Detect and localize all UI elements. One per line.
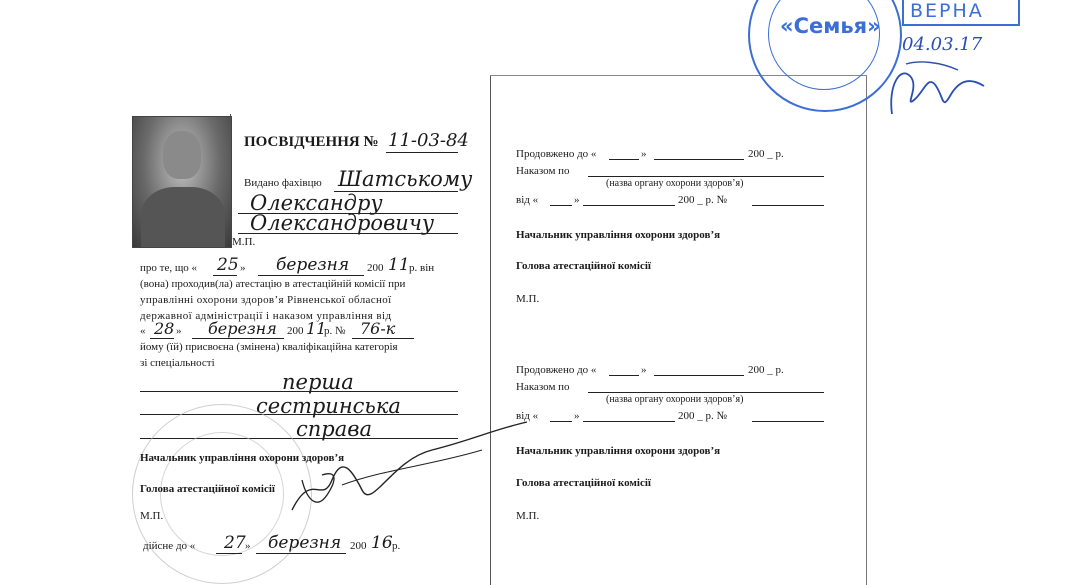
text-line-6: зі спеціальності <box>140 357 215 369</box>
attest-day: 25 <box>217 255 239 275</box>
ext2-commission-label: Голова атестаційної комісії <box>516 477 651 489</box>
ext1-commission-label: Голова атестаційної комісії <box>516 260 651 272</box>
order-day: 28 <box>154 319 175 338</box>
head-label: Начальник управління охорони здоров’я <box>140 452 345 464</box>
attest-year: 11 <box>388 255 410 275</box>
order-number: 76-к <box>360 319 396 338</box>
holder-firstname: Олександру <box>250 191 383 215</box>
verna-stamp-text: ВЕРНА <box>910 0 984 22</box>
ext2-from-label: від « <box>516 410 539 422</box>
left-mp-label: М.П. <box>140 510 164 522</box>
valid-month: березня <box>268 533 342 553</box>
photo-mp-label: М.П. <box>232 236 256 248</box>
specialty-line-2: справа <box>296 417 372 441</box>
ext1-org-caption: (назва органу охорони здоров’я) <box>606 178 744 189</box>
ext2-mp-label: М.П. <box>516 510 540 522</box>
ext2-head-label: Начальник управління охорони здоров’я <box>516 445 721 457</box>
order-month: березня <box>208 319 277 338</box>
category-value: перша <box>282 370 354 394</box>
specialty-line-1: сестринська <box>256 394 401 418</box>
text-line-3: управлінні охорони здоров’я Рівненської обласної <box>140 294 392 306</box>
ext1-from-label: від « <box>516 194 539 206</box>
ext2-org-caption: (назва органу охорони здоров’я) <box>606 394 744 405</box>
text-line-5: йому (їй) присвоєна (змінена) кваліфікаційна категорія <box>140 341 398 353</box>
signature <box>282 410 542 530</box>
issued-label: Видано фахівцю <box>244 177 322 189</box>
holder-photo <box>132 116 232 248</box>
ext2-year: 200 _ р. <box>748 364 784 376</box>
commission-label: Голова атестаційної комісії <box>140 483 275 495</box>
page-right-edge <box>866 75 867 585</box>
valid-year: 16 <box>371 533 393 553</box>
ext1-from-year: 200 _ р. № <box>678 194 727 206</box>
valid-prefix: дійсне до « <box>143 540 196 552</box>
ext1-mp-label: М.П. <box>516 293 540 305</box>
attest-year-prefix: 200 <box>367 262 384 274</box>
text-line-4: державної адміністрації і наказом управління від <box>140 310 392 322</box>
ext1-head-label: Начальник управління охорони здоров’я <box>516 229 721 241</box>
semya-seal-text: «Семья» <box>780 14 881 38</box>
holder-surname: Шатському <box>338 167 473 191</box>
notary-signature <box>880 56 990 126</box>
ext2-from-year: 200 _ р. № <box>678 410 727 422</box>
attest-year-suffix: р. він <box>409 262 435 274</box>
holder-patronymic: Олександровичу <box>250 211 435 235</box>
order-label: р. № <box>324 325 346 337</box>
ext2-order-label: Наказом по <box>516 381 570 393</box>
certificate-number: 11-03-84 <box>388 130 469 151</box>
order-year: 11 <box>306 319 327 338</box>
about-prefix: про те, що « <box>140 262 198 274</box>
ext2-extended-label: Продовжено до « <box>516 364 597 376</box>
ext1-extended-label: Продовжено до « <box>516 148 597 160</box>
valid-day: 27 <box>224 533 246 553</box>
attest-month: березня <box>276 255 350 275</box>
ext1-order-label: Наказом по <box>516 165 570 177</box>
text-line-2: (вона) проходив(ла) атестацію в атестаційній комісії при <box>140 278 406 290</box>
ext1-year: 200 _ р. <box>748 148 784 160</box>
certify-date: 04.03.17 <box>902 34 983 55</box>
certificate-title: ПОСВІДЧЕННЯ № <box>244 134 379 150</box>
